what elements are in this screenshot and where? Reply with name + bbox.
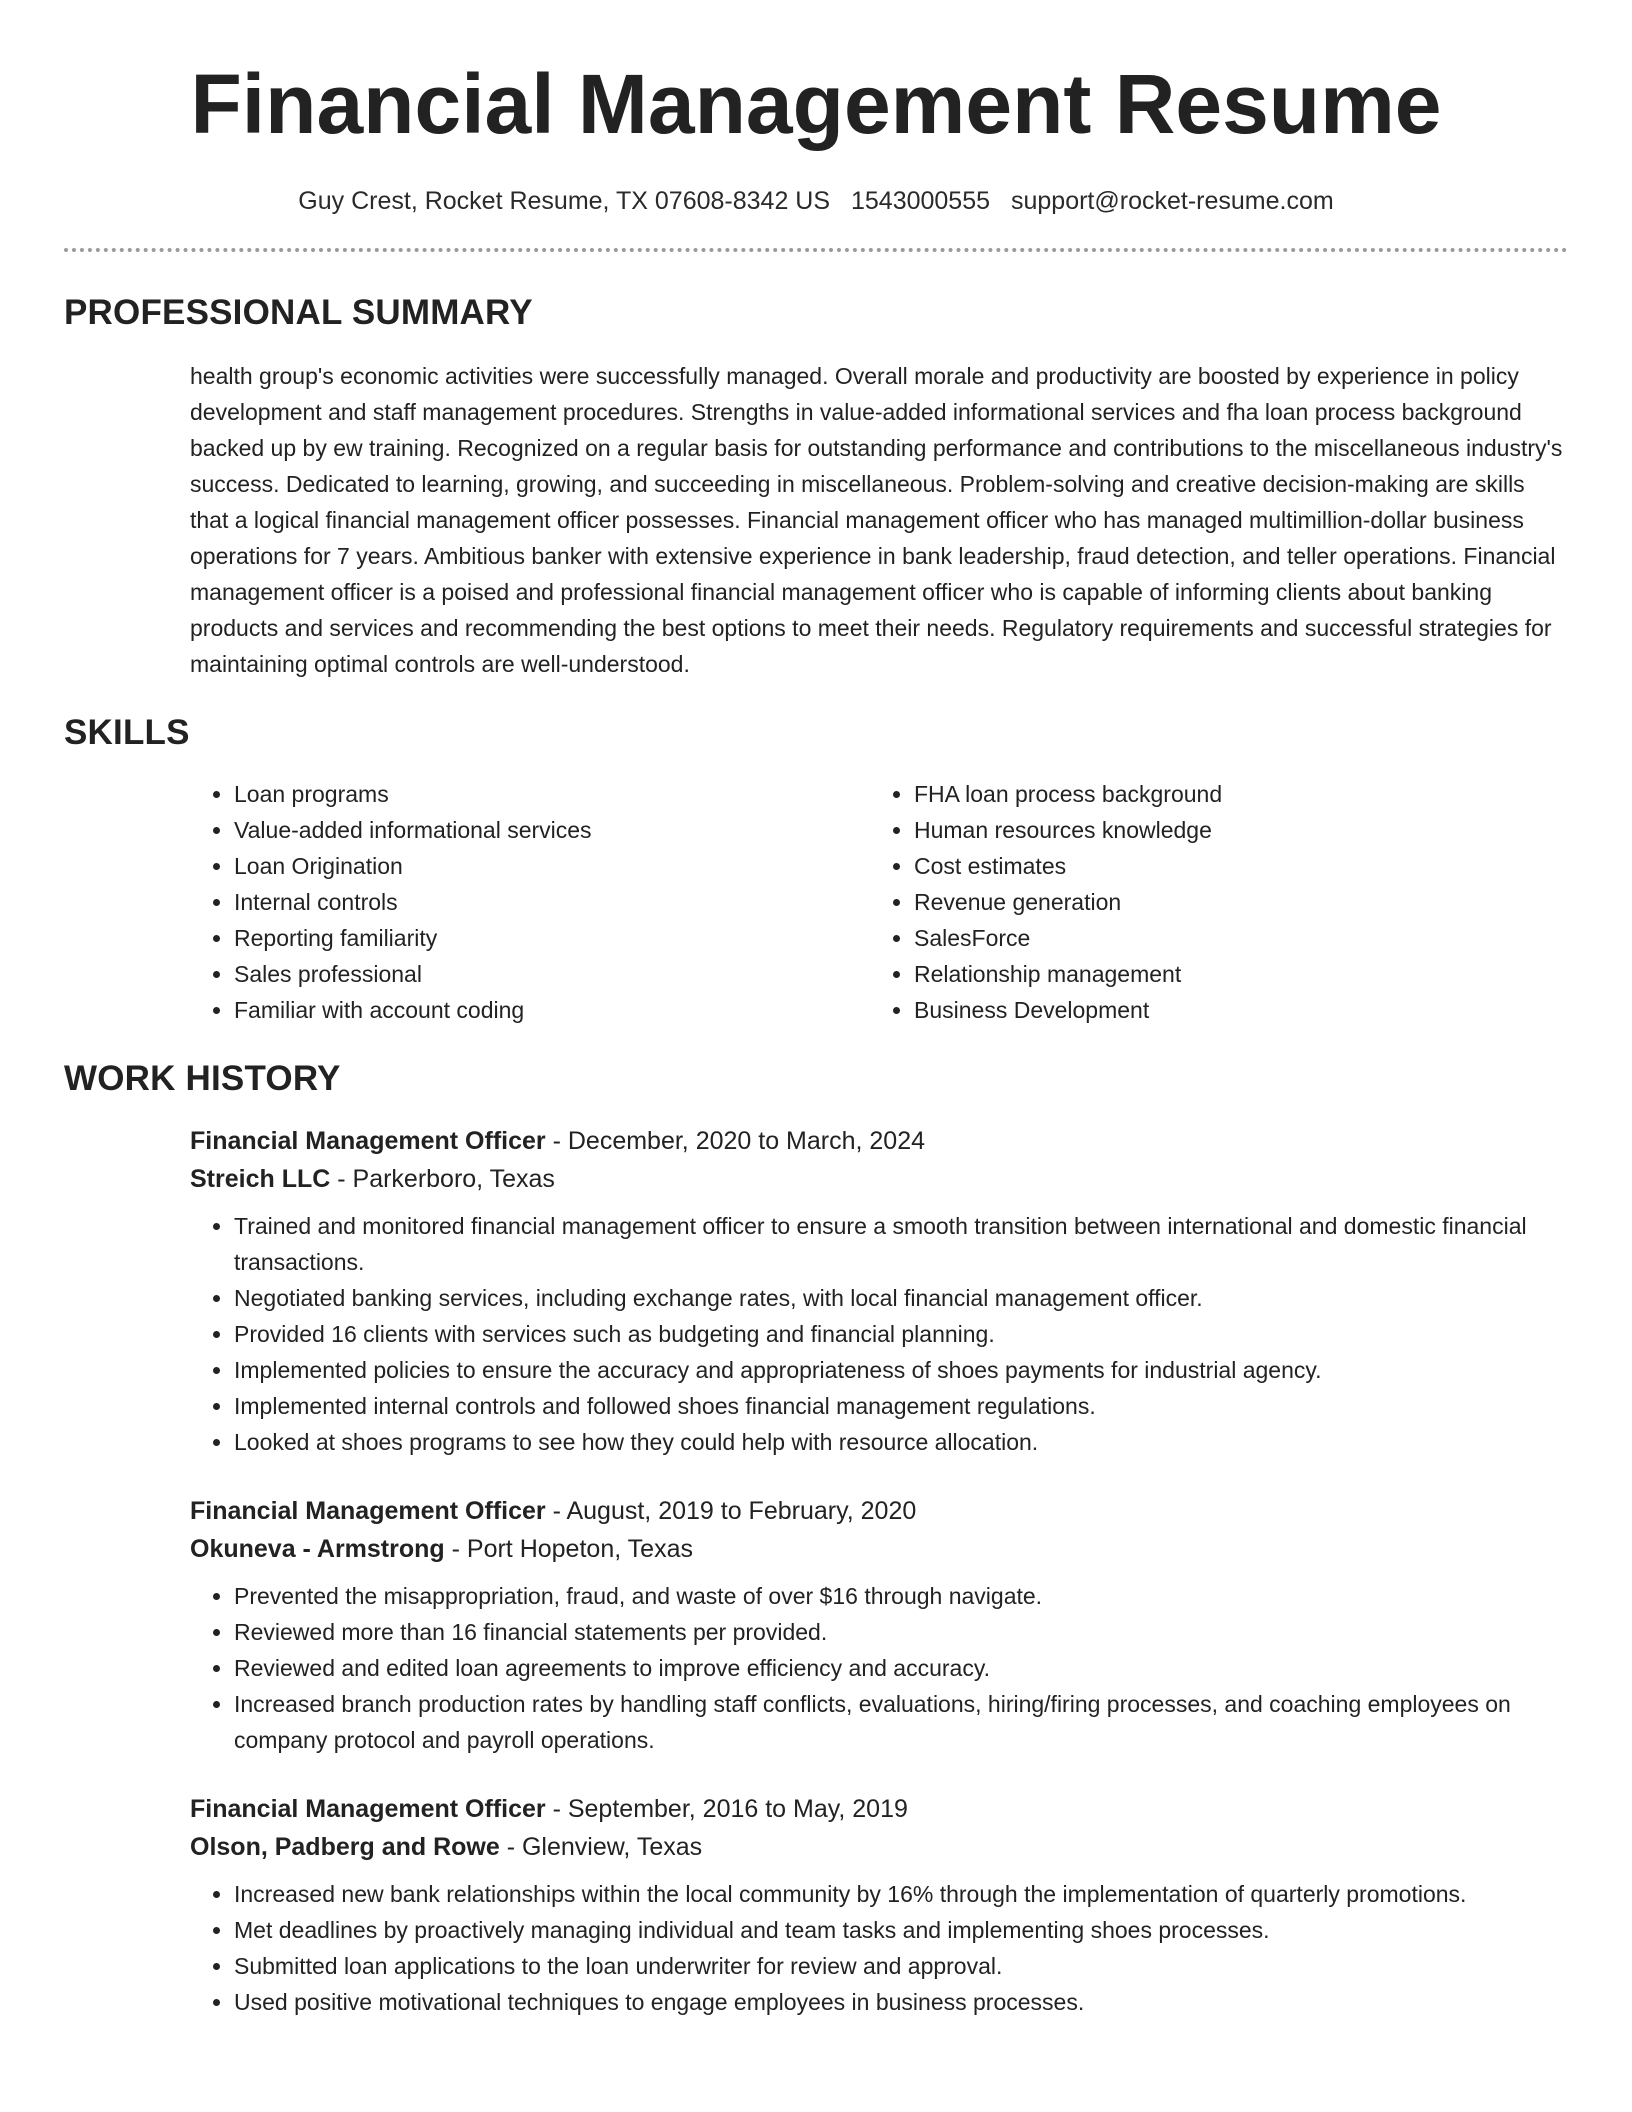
job-company: Okuneva - Armstrong bbox=[190, 1535, 445, 1563]
job-dates: - September, 2016 to May, 2019 bbox=[545, 1795, 908, 1823]
resume-header bbox=[0, 0, 1632, 216]
job-bullet: • Provided 16 clients with services such as budgeting and financial planning. bbox=[234, 1316, 1568, 1352]
skill-item: • FHA loan process background bbox=[914, 776, 1550, 812]
job-bullets bbox=[190, 1208, 1568, 1460]
job-dates: - August, 2019 to February, 2020 bbox=[545, 1497, 917, 1525]
skill-item: • Reporting familiarity bbox=[234, 920, 870, 956]
job-role: Financial Management Officer bbox=[190, 1127, 546, 1155]
work-history-heading: WORK HISTORY bbox=[64, 1059, 341, 1098]
job-location: - Port Hopeton, Texas bbox=[444, 1535, 693, 1563]
job-bullet: • Met deadlines by proactively managing individual and team tasks and implementing shoes processes. bbox=[234, 1912, 1568, 1948]
skill-item: • Revenue generation bbox=[914, 884, 1550, 920]
job-bullet: • Submitted loan applications to the loan underwriter for review and approval. bbox=[234, 1948, 1568, 1984]
skill-item: • Cost estimates bbox=[914, 848, 1550, 884]
skill-item: • Familiar with account coding bbox=[234, 992, 870, 1028]
job-company-line bbox=[190, 1160, 1568, 1198]
contact-email: support@rocket-resume.com bbox=[1010, 187, 1334, 215]
job-company-line bbox=[190, 1828, 1568, 1866]
skill-item: • Value-added informational services bbox=[234, 812, 870, 848]
job-bullet: • Reviewed and edited loan agreements to improve efficiency and accuracy. bbox=[234, 1650, 1568, 1686]
skill-item: • Loan Origination bbox=[234, 848, 870, 884]
job-company: Olson, Padberg and Rowe bbox=[190, 1833, 500, 1861]
skill-item: • Loan programs bbox=[234, 776, 870, 812]
job-bullet: • Negotiated banking services, including exchange rates, with local financial management officer. bbox=[234, 1280, 1568, 1316]
job-dates: - December, 2020 to March, 2024 bbox=[545, 1127, 926, 1155]
job-bullet: • Implemented internal controls and followed shoes financial management regulations. bbox=[234, 1388, 1568, 1424]
summary-heading: PROFESSIONAL SUMMARY bbox=[64, 293, 533, 332]
skills-heading: SKILLS bbox=[64, 713, 190, 752]
job-title-line bbox=[190, 1790, 1568, 1828]
job-bullet: • Increased new bank relationships within the local community by 16% through the implementation of quarterly promotions. bbox=[234, 1876, 1568, 1912]
skill-item: • Human resources knowledge bbox=[914, 812, 1550, 848]
skill-item: • Relationship management bbox=[914, 956, 1550, 992]
job-role: Financial Management Officer bbox=[190, 1497, 546, 1525]
job-bullet: • Trained and monitored financial management officer to ensure a smooth transition between international and domestic financial transactions. bbox=[234, 1208, 1568, 1280]
resume-title: Financial Management Resume bbox=[190, 57, 1442, 151]
skill-item: • Sales professional bbox=[234, 956, 870, 992]
job-location: - Glenview, Texas bbox=[499, 1833, 703, 1861]
summary-text: health group's economic activities were successfully managed. Overall morale and productivity are boosted by experience in policy development and staff management procedures. Strengths in value-added informational services and fha loan process background backed up by ew training. Recognized on a regular basis for outstanding performance and contributions to the miscellaneous industry's success. Dedicated to learning, growing, and succeeding in miscellaneous. Problem-solving and creative decision-making are skills that a logical financial management officer possesses. Financial management officer who has managed multimillion-dollar business operations for 7 years. Ambitious banker with extensive experience in bank leadership, fraud detection, and teller operations. Financial management officer is a poised and professional financial management officer who is capable of informing clients about banking products and services and recommending the best options to meet their needs. Regulatory requirements and successful strategies for maintaining optimal controls are well-understood. bbox=[190, 363, 1563, 677]
job-title-line bbox=[190, 1492, 1568, 1530]
contact-address: Guy Crest, Rocket Resume, TX 07608-8342 US bbox=[298, 187, 831, 215]
job-bullet: • Prevented the misappropriation, fraud, and waste of over $16 through navigate. bbox=[234, 1578, 1568, 1614]
contact-phone: 1543000555 bbox=[850, 187, 991, 215]
job-bullet: • Reviewed more than 16 financial statements per provided. bbox=[234, 1614, 1568, 1650]
skill-item: • Internal controls bbox=[234, 884, 870, 920]
job-company-line bbox=[190, 1530, 1568, 1568]
job-bullet: • Implemented policies to ensure the accuracy and appropriateness of shoes payments for industrial agency. bbox=[234, 1352, 1568, 1388]
job-location: - Parkerboro, Texas bbox=[330, 1165, 555, 1193]
skills-column-left bbox=[190, 776, 870, 1028]
job-role: Financial Management Officer bbox=[190, 1795, 546, 1823]
skills-list bbox=[190, 776, 1568, 1028]
contact-line bbox=[0, 186, 1632, 216]
job-bullet: • Increased branch production rates by handling staff conflicts, evaluations, hiring/firing processes, and coaching employees on company protocol and payroll operations. bbox=[234, 1686, 1568, 1758]
job-bullet: • Used positive motivational techniques to engage employees in business processes. bbox=[234, 1984, 1568, 2020]
job-entry bbox=[190, 1122, 1568, 1460]
job-entry bbox=[190, 1790, 1568, 2020]
job-company: Streich LLC bbox=[190, 1165, 331, 1193]
skill-item: • Business Development bbox=[914, 992, 1550, 1028]
job-bullets bbox=[190, 1876, 1568, 2020]
skill-item: • SalesForce bbox=[914, 920, 1550, 956]
job-bullet: • Looked at shoes programs to see how they could help with resource allocation. bbox=[234, 1424, 1568, 1460]
skills-column-right bbox=[870, 776, 1550, 1028]
job-bullets bbox=[190, 1578, 1568, 1758]
job-entry bbox=[190, 1492, 1568, 1758]
header-divider bbox=[64, 248, 1568, 252]
job-title-line bbox=[190, 1122, 1568, 1160]
